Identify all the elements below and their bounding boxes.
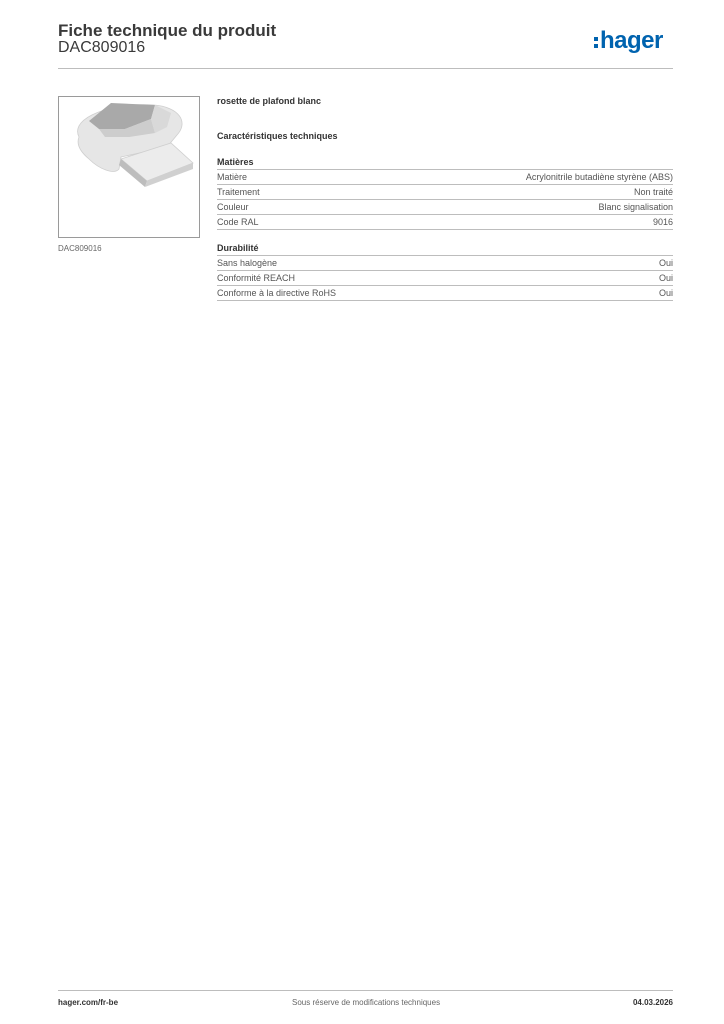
spec-value: Non traité [633, 187, 673, 197]
spec-label: Sans halogène [217, 258, 278, 268]
footer-date: 04.03.2026 [632, 998, 673, 1007]
spec-label: Conformité REACH [217, 273, 296, 283]
spec-label: Code RAL [217, 217, 259, 227]
page-title: Fiche technique du produit [58, 21, 277, 40]
spec-row [217, 200, 673, 215]
product-details [217, 95, 673, 301]
spec-row [217, 170, 673, 185]
logo-colon-icon [594, 37, 598, 48]
group-title: Matières [217, 157, 254, 167]
spec-value: Oui [658, 258, 673, 268]
spec-row [217, 271, 673, 286]
spec-value: Oui [658, 288, 673, 298]
group-durability [217, 242, 673, 301]
group-materials [217, 156, 673, 230]
spec-value: 9016 [652, 217, 673, 227]
brand-logo [594, 26, 663, 56]
spec-label: Traitement [217, 187, 260, 197]
footer-divider [58, 990, 673, 991]
spec-row [217, 256, 673, 271]
group-title: Durabilité [217, 243, 259, 253]
header-divider [58, 68, 673, 69]
footer-website-link[interactable]: hager.com/fr-be [58, 998, 119, 1007]
spec-value: Oui [658, 273, 673, 283]
image-caption: DAC809016 [58, 244, 102, 253]
product-reference: DAC809016 [58, 39, 146, 56]
spec-row [217, 185, 673, 200]
characteristics-title: Caractéristiques techniques [217, 131, 338, 141]
footer-notice: Sous réserve de modifications techniques [292, 998, 441, 1007]
product-image [58, 96, 200, 238]
ceiling-rosette-icon [59, 97, 199, 237]
spec-label: Couleur [217, 202, 249, 212]
spec-row [217, 286, 673, 301]
spec-row [217, 215, 673, 230]
spec-label: Conforme à la directive RoHS [217, 288, 337, 298]
spec-label: Matière [217, 172, 248, 182]
spec-value: Acrylonitrile butadiène styrène (ABS) [525, 172, 673, 182]
logo-text: hager [600, 27, 663, 54]
spec-value: Blanc signalisation [598, 202, 673, 212]
product-description: rosette de plafond blanc [217, 96, 322, 106]
